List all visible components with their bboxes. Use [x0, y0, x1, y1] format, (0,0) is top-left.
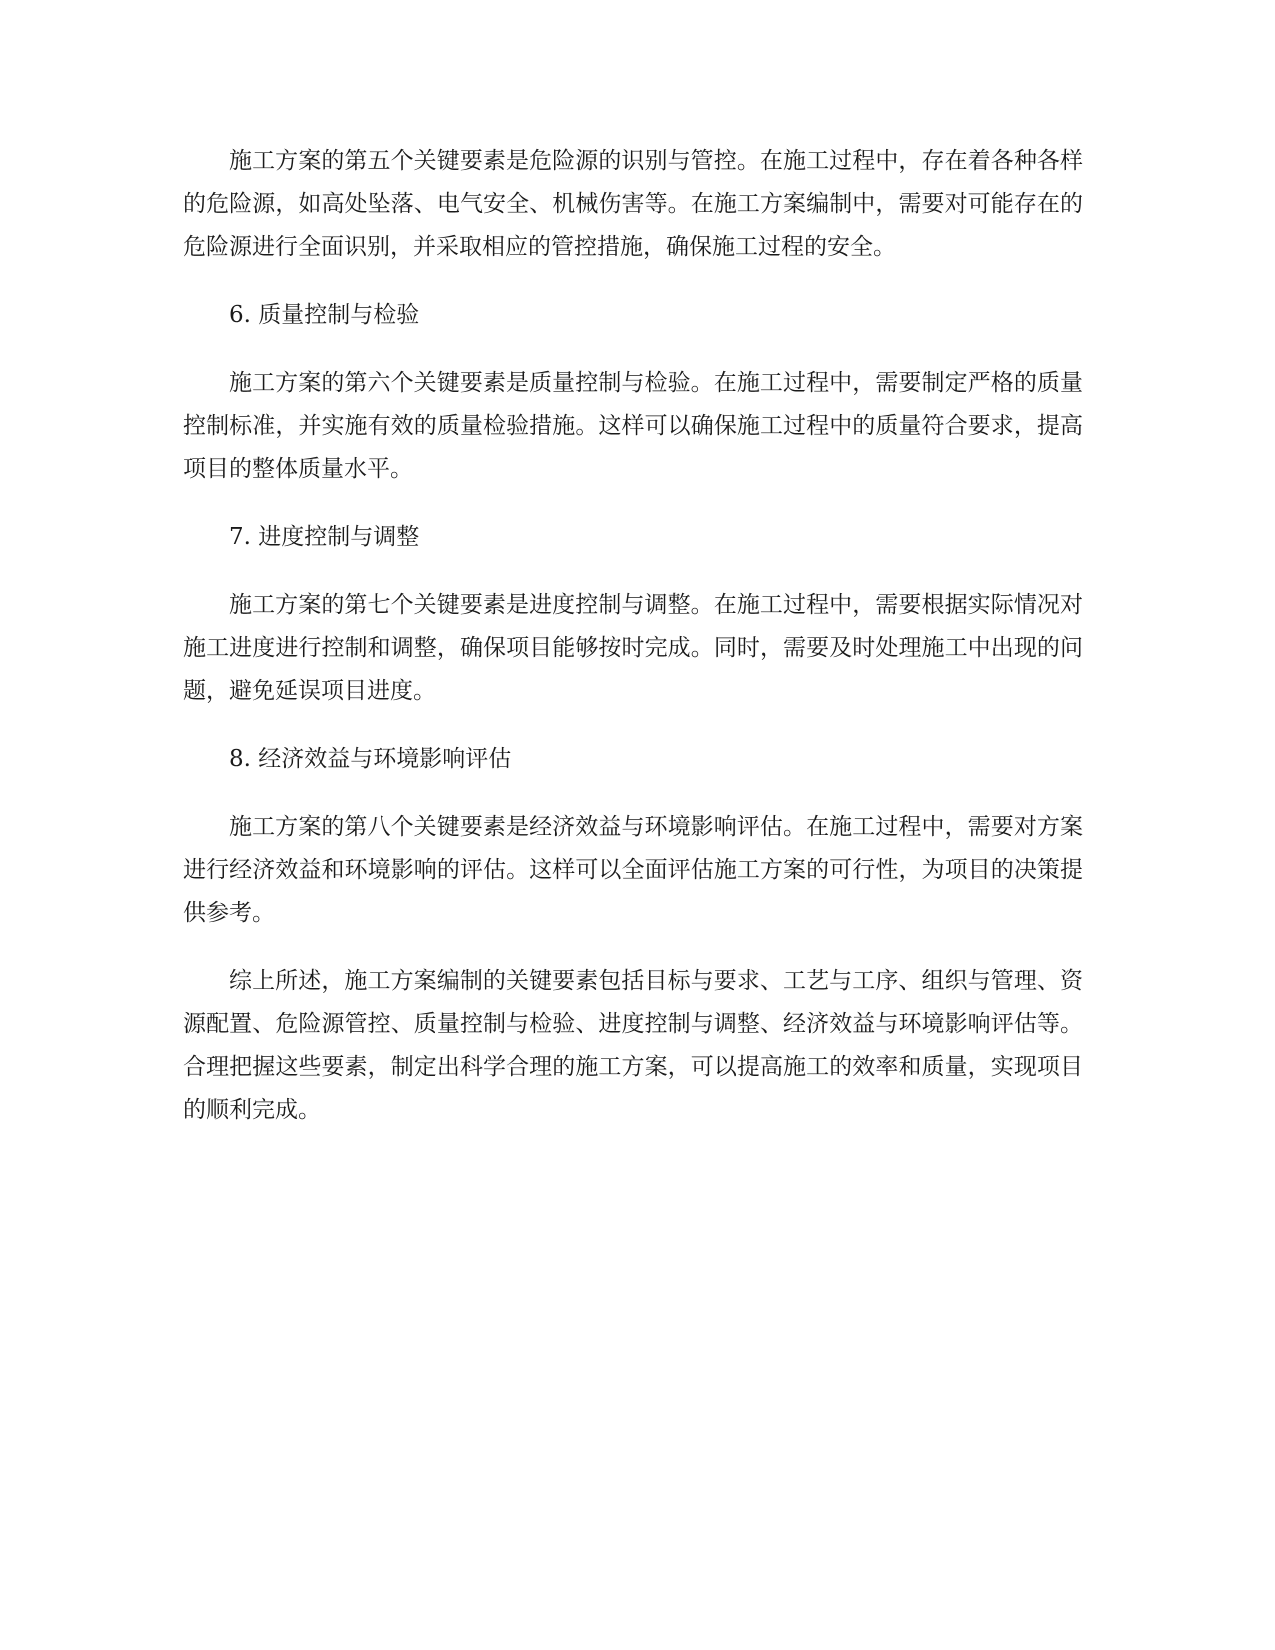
paragraph-hazard-control: 施工方案的第五个关键要素是危险源的识别与管控。在施工过程中，存在着各种各样的危险源，如高处坠落、电气安全、机械伤害等。在施工方案编制中，需要对可能存在的危险源进行全面识别，并采取相应的管控措施，确保施工过程的安全。	[183, 148, 1083, 260]
heading-quality-control: 6. 质量控制与检验	[229, 302, 420, 328]
paragraph-schedule-control: 施工方案的第七个关键要素是进度控制与调整。在施工过程中，需要根据实际情况对施工进度进行控制和调整，确保项目能够按时完成。同时，需要及时处理施工中出现的问题，避免延误项目进度。	[183, 592, 1083, 704]
paragraph-summary: 综上所述，施工方案编制的关键要素包括目标与要求、工艺与工序、组织与管理、资源配置、危险源管控、质量控制与检验、进度控制与调整、经济效益与环境影响评估等。合理把握这些要素，制定出科学合理的施工方案，可以提高施工的效率和质量，实现项目的顺利完成。	[183, 968, 1083, 1123]
heading-economic-environmental: 8. 经济效益与环境影响评估	[229, 746, 512, 772]
paragraph-economic-environmental: 施工方案的第八个关键要素是经济效益与环境影响评估。在施工过程中，需要对方案进行经济效益和环境影响的评估。这样可以全面评估施工方案的可行性，为项目的决策提供参考。	[183, 814, 1083, 926]
document-page	[183, 140, 1083, 1157]
heading-schedule-control: 7. 进度控制与调整	[229, 524, 420, 550]
paragraph-quality-control: 施工方案的第六个关键要素是质量控制与检验。在施工过程中，需要制定严格的质量控制标准，并实施有效的质量检验措施。这样可以确保施工过程中的质量符合要求，提高项目的整体质量水平。	[183, 370, 1083, 482]
